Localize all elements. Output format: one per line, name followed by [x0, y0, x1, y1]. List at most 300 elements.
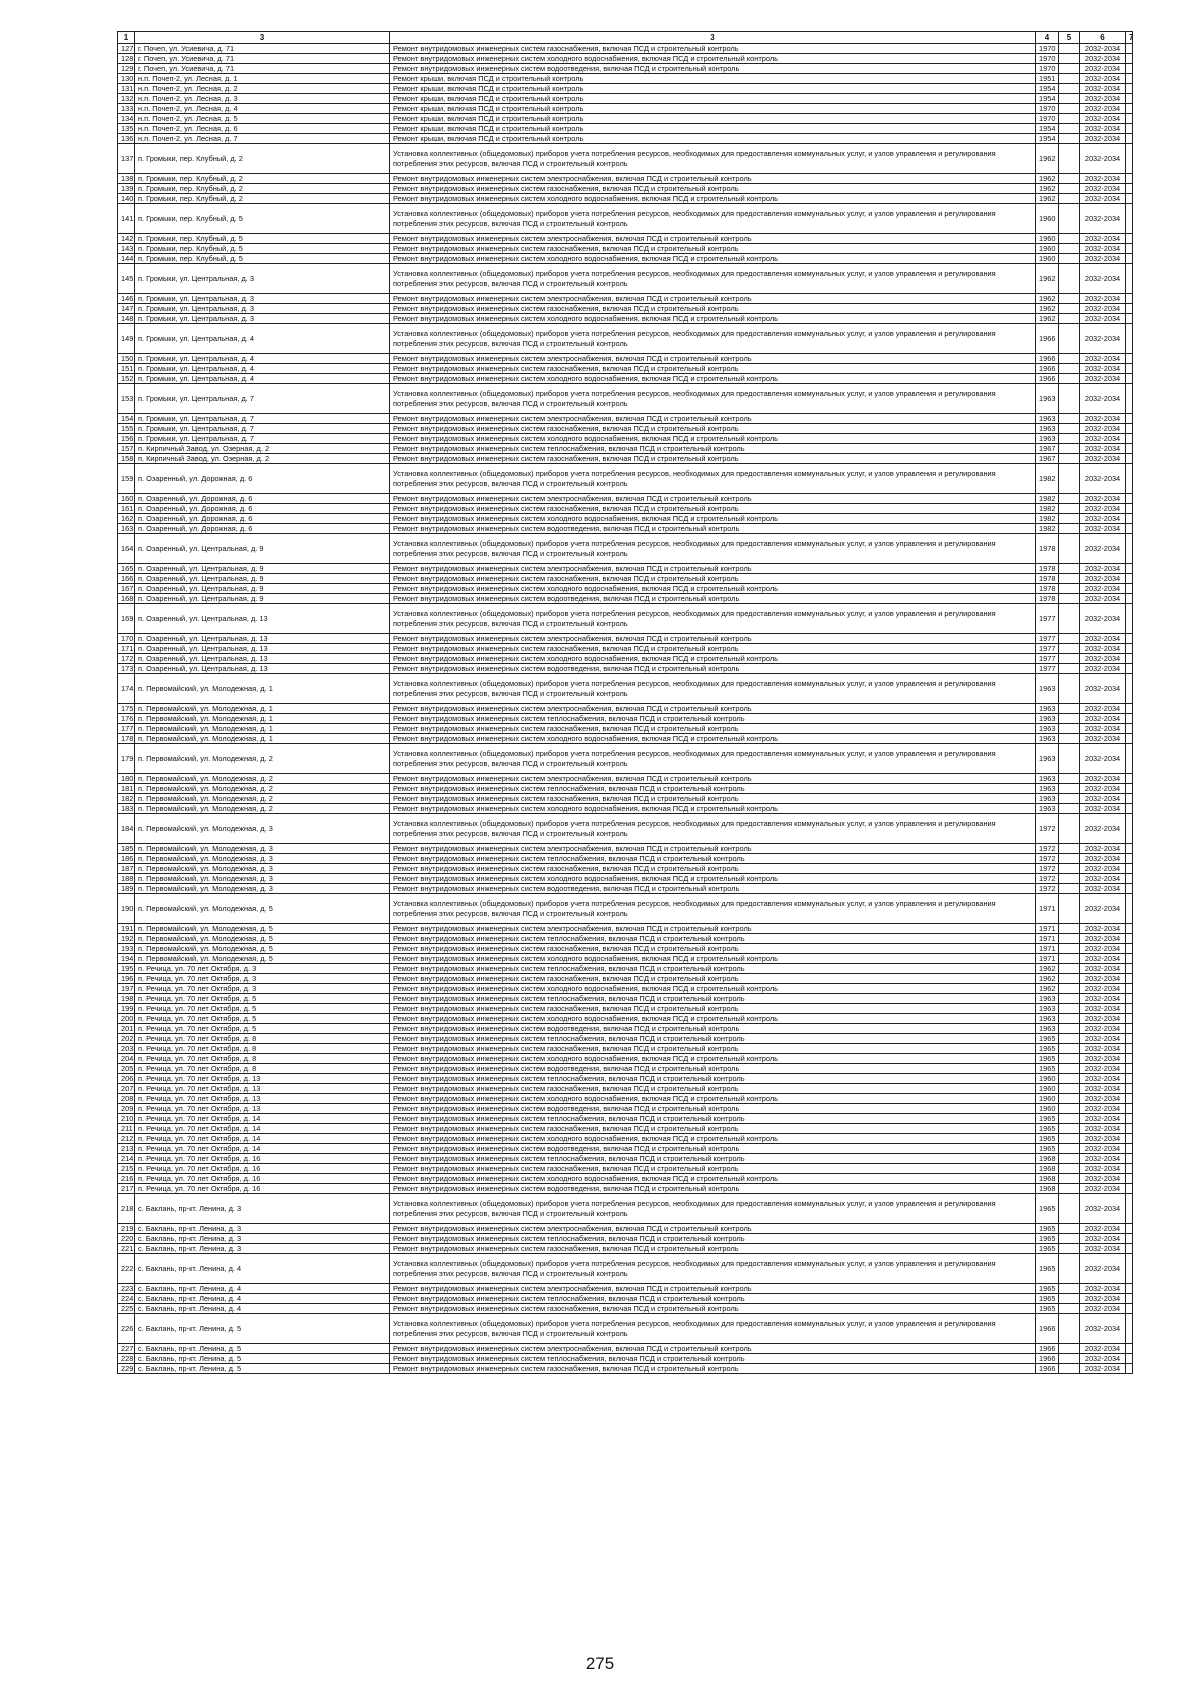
empty-cell [1059, 984, 1080, 994]
row-number: 186 [118, 854, 135, 864]
planned-period-cell: 2032-2034 [1080, 1354, 1126, 1364]
address-cell: п. Речица, ул. 70 лет Октября, д. 13 [135, 1094, 390, 1104]
empty-cell [1126, 524, 1133, 534]
empty-cell [1059, 534, 1080, 564]
planned-period-cell: 2032-2034 [1080, 794, 1126, 804]
table-row [118, 964, 1133, 974]
capital-repair-table [117, 31, 1133, 1374]
row-number: 208 [118, 1094, 135, 1104]
row-number: 166 [118, 574, 135, 584]
build-year-cell: 1962 [1036, 194, 1059, 204]
empty-cell [1126, 264, 1133, 294]
empty-cell [1059, 1184, 1080, 1194]
work-type-cell: Ремонт внутридомовых инженерных систем газоснабжения, включая ПСД и строительный контроль [390, 1364, 1036, 1374]
row-number: 131 [118, 84, 135, 94]
empty-cell [1059, 814, 1080, 844]
empty-cell [1126, 1314, 1133, 1344]
planned-period-cell: 2032-2034 [1080, 784, 1126, 794]
table-row [118, 1254, 1133, 1284]
work-type-cell: Ремонт внутридомовых инженерных систем электроснабжения, включая ПСД и строительный контроль [390, 704, 1036, 714]
empty-cell [1126, 1224, 1133, 1234]
row-number: 201 [118, 1024, 135, 1034]
empty-cell [1059, 194, 1080, 204]
empty-cell [1126, 774, 1133, 784]
address-cell: п. Громыки, ул. Центральная, д. 7 [135, 414, 390, 424]
table-row [118, 1134, 1133, 1144]
planned-period-cell: 2032-2034 [1080, 524, 1126, 534]
empty-cell [1059, 464, 1080, 494]
empty-cell [1059, 244, 1080, 254]
work-type-cell: Ремонт внутридомовых инженерных систем водоотведения, включая ПСД и строительный контроль [390, 884, 1036, 894]
empty-cell [1059, 894, 1080, 924]
table-row [118, 1244, 1133, 1254]
address-cell: н.п. Почеп-2, ул. Лесная, д. 6 [135, 124, 390, 134]
table-row [118, 414, 1133, 424]
table-row [118, 244, 1133, 254]
planned-period-cell: 2032-2034 [1080, 1024, 1126, 1034]
build-year-cell: 1965 [1036, 1144, 1059, 1154]
header-cell: 3 [390, 32, 1036, 44]
header-cell: 7 [1126, 32, 1133, 44]
empty-cell [1126, 174, 1133, 184]
work-type-cell: Ремонт внутридомовых инженерных систем теплоснабжения, включая ПСД и строительный контроль [390, 1234, 1036, 1244]
planned-period-cell: 2032-2034 [1080, 374, 1126, 384]
work-type-cell: Ремонт внутридомовых инженерных систем холодного водоснабжения, включая ПСД и строительный контроль [390, 584, 1036, 594]
work-type-cell: Установка коллективных (общедомовых) приборов учета потребления ресурсов, необходимых для предоставления коммунальных услуг, и узлов управления и регулирования потребления этих ресурсов, включая ПСД и строительный контроль [390, 324, 1036, 354]
build-year-cell: 1962 [1036, 294, 1059, 304]
empty-cell [1059, 604, 1080, 634]
address-cell: п. Первомайский, ул. Молодежная, д. 2 [135, 784, 390, 794]
table-row [118, 564, 1133, 574]
build-year-cell: 1965 [1036, 1224, 1059, 1234]
row-number: 151 [118, 364, 135, 374]
empty-cell [1059, 1194, 1080, 1224]
build-year-cell: 1966 [1036, 1354, 1059, 1364]
empty-cell [1126, 594, 1133, 604]
empty-cell [1126, 814, 1133, 844]
work-type-cell: Установка коллективных (общедомовых) приборов учета потребления ресурсов, необходимых для предоставления коммунальных услуг, и узлов управления и регулирования потребления этих ресурсов, включая ПСД и строительный контроль [390, 604, 1036, 634]
empty-cell [1059, 724, 1080, 734]
work-type-cell: Ремонт крыши, включая ПСД и строительный контроль [390, 124, 1036, 134]
table-row [118, 924, 1133, 934]
empty-cell [1126, 954, 1133, 964]
build-year-cell: 1967 [1036, 444, 1059, 454]
row-number: 141 [118, 204, 135, 234]
work-type-cell: Ремонт внутридомовых инженерных систем газоснабжения, включая ПСД и строительный контроль [390, 574, 1036, 584]
row-number: 172 [118, 654, 135, 664]
row-number: 187 [118, 864, 135, 874]
address-cell: п. Громыки, ул. Центральная, д. 4 [135, 354, 390, 364]
build-year-cell: 1965 [1036, 1234, 1059, 1244]
row-number: 132 [118, 94, 135, 104]
build-year-cell: 1960 [1036, 204, 1059, 234]
empty-cell [1059, 504, 1080, 514]
planned-period-cell: 2032-2034 [1080, 174, 1126, 184]
row-number: 148 [118, 314, 135, 324]
table-row [118, 1124, 1133, 1134]
address-cell: п. Первомайский, ул. Молодежная, д. 5 [135, 944, 390, 954]
empty-cell [1059, 774, 1080, 784]
table-row [118, 1284, 1133, 1294]
table-row [118, 1084, 1133, 1094]
build-year-cell: 1962 [1036, 314, 1059, 324]
work-type-cell: Ремонт внутридомовых инженерных систем холодного водоснабжения, включая ПСД и строительный контроль [390, 254, 1036, 264]
empty-cell [1126, 44, 1133, 54]
planned-period-cell: 2032-2034 [1080, 1184, 1126, 1194]
work-type-cell: Ремонт внутридомовых инженерных систем газоснабжения, включая ПСД и строительный контроль [390, 244, 1036, 254]
table-row [118, 944, 1133, 954]
build-year-cell: 1963 [1036, 994, 1059, 1004]
row-number: 206 [118, 1074, 135, 1084]
row-number: 129 [118, 64, 135, 74]
row-number: 222 [118, 1254, 135, 1284]
planned-period-cell: 2032-2034 [1080, 204, 1126, 234]
address-cell: н.п. Почеп-2, ул. Лесная, д. 3 [135, 94, 390, 104]
row-number: 179 [118, 744, 135, 774]
planned-period-cell: 2032-2034 [1080, 1254, 1126, 1284]
row-number: 137 [118, 144, 135, 174]
empty-cell [1126, 1064, 1133, 1074]
planned-period-cell: 2032-2034 [1080, 144, 1126, 174]
planned-period-cell: 2032-2034 [1080, 924, 1126, 934]
work-type-cell: Установка коллективных (общедомовых) приборов учета потребления ресурсов, необходимых для предоставления коммунальных услуг, и узлов управления и регулирования потребления этих ресурсов, включая ПСД и строительный контроль [390, 814, 1036, 844]
address-cell: п. Громыки, ул. Центральная, д. 4 [135, 324, 390, 354]
empty-cell [1126, 574, 1133, 584]
work-type-cell: Ремонт крыши, включая ПСД и строительный контроль [390, 84, 1036, 94]
address-cell: п. Озаренный, ул. Дорожная, д. 6 [135, 514, 390, 524]
table-row [118, 1024, 1133, 1034]
build-year-cell: 1982 [1036, 524, 1059, 534]
empty-cell [1126, 1044, 1133, 1054]
table-row [118, 354, 1133, 364]
work-type-cell: Ремонт внутридомовых инженерных систем газоснабжения, включая ПСД и строительный контроль [390, 1084, 1036, 1094]
address-cell: п. Первомайский, ул. Молодежная, д. 5 [135, 934, 390, 944]
empty-cell [1126, 74, 1133, 84]
address-cell: п. Громыки, пер. Клубный, д. 5 [135, 254, 390, 264]
build-year-cell: 1972 [1036, 864, 1059, 874]
address-cell: п. Первомайский, ул. Молодежная, д. 1 [135, 704, 390, 714]
empty-cell [1059, 294, 1080, 304]
row-number: 149 [118, 324, 135, 354]
address-cell: п. Громыки, ул. Центральная, д. 4 [135, 374, 390, 384]
table-header-row [118, 32, 1133, 44]
table-row [118, 324, 1133, 354]
empty-cell [1126, 654, 1133, 664]
planned-period-cell: 2032-2034 [1080, 44, 1126, 54]
address-cell: п. Речица, ул. 70 лет Октября, д. 3 [135, 964, 390, 974]
table-row [118, 1094, 1133, 1104]
table-row [118, 1114, 1133, 1124]
planned-period-cell: 2032-2034 [1080, 514, 1126, 524]
address-cell: п. Речица, ул. 70 лет Октября, д. 8 [135, 1054, 390, 1064]
build-year-cell: 1965 [1036, 1054, 1059, 1064]
work-type-cell: Ремонт крыши, включая ПСД и строительный контроль [390, 74, 1036, 84]
build-year-cell: 1978 [1036, 564, 1059, 574]
work-type-cell: Установка коллективных (общедомовых) приборов учета потребления ресурсов, необходимых для предоставления коммунальных услуг, и узлов управления и регулирования потребления этих ресурсов, включая ПСД и строительный контроль [390, 1314, 1036, 1344]
empty-cell [1126, 294, 1133, 304]
work-type-cell: Ремонт внутридомовых инженерных систем газоснабжения, включая ПСД и строительный контроль [390, 944, 1036, 954]
empty-cell [1126, 1154, 1133, 1164]
address-cell: п. Речица, ул. 70 лет Октября, д. 16 [135, 1164, 390, 1174]
build-year-cell: 1978 [1036, 574, 1059, 584]
work-type-cell: Ремонт внутридомовых инженерных систем газоснабжения, включая ПСД и строительный контроль [390, 1044, 1036, 1054]
row-number: 138 [118, 174, 135, 184]
empty-cell [1059, 84, 1080, 94]
work-type-cell: Ремонт внутридомовых инженерных систем электроснабжения, включая ПСД и строительный контроль [390, 234, 1036, 244]
empty-cell [1059, 94, 1080, 104]
table-row [118, 84, 1133, 94]
table-row [118, 304, 1133, 314]
planned-period-cell: 2032-2034 [1080, 1154, 1126, 1164]
table-row [118, 794, 1133, 804]
empty-cell [1059, 864, 1080, 874]
empty-cell [1126, 1234, 1133, 1244]
empty-cell [1059, 1304, 1080, 1314]
empty-cell [1126, 1194, 1133, 1224]
empty-cell [1059, 1164, 1080, 1174]
empty-cell [1059, 1074, 1080, 1084]
address-cell: п. Громыки, пер. Клубный, д. 2 [135, 184, 390, 194]
row-number: 182 [118, 794, 135, 804]
row-number: 175 [118, 704, 135, 714]
row-number: 211 [118, 1124, 135, 1134]
empty-cell [1059, 944, 1080, 954]
row-number: 170 [118, 634, 135, 644]
work-type-cell: Ремонт внутридомовых инженерных систем холодного водоснабжения, включая ПСД и строительный контроль [390, 374, 1036, 384]
address-cell: п. Речица, ул. 70 лет Октября, д. 13 [135, 1084, 390, 1094]
row-number: 184 [118, 814, 135, 844]
work-type-cell: Ремонт внутридомовых инженерных систем газоснабжения, включая ПСД и строительный контроль [390, 864, 1036, 874]
work-type-cell: Ремонт внутридомовых инженерных систем газоснабжения, включая ПСД и строительный контроль [390, 1004, 1036, 1014]
address-cell: п. Речица, ул. 70 лет Октября, д. 8 [135, 1044, 390, 1054]
header-cell: 3 [135, 32, 390, 44]
empty-cell [1126, 1164, 1133, 1174]
address-cell: с. Баклань, пр-кт. Ленина, д. 4 [135, 1254, 390, 1284]
planned-period-cell: 2032-2034 [1080, 134, 1126, 144]
row-number: 153 [118, 384, 135, 414]
table-row [118, 1164, 1133, 1174]
planned-period-cell: 2032-2034 [1080, 504, 1126, 514]
table-row [118, 294, 1133, 304]
work-type-cell: Ремонт внутридомовых инженерных систем электроснабжения, включая ПСД и строительный контроль [390, 414, 1036, 424]
empty-cell [1126, 64, 1133, 74]
planned-period-cell: 2032-2034 [1080, 94, 1126, 104]
table-row [118, 854, 1133, 864]
planned-period-cell: 2032-2034 [1080, 1244, 1126, 1254]
work-type-cell: Ремонт внутридомовых инженерных систем электроснабжения, включая ПСД и строительный контроль [390, 564, 1036, 574]
address-cell: п. Громыки, ул. Центральная, д. 3 [135, 264, 390, 294]
table-row [118, 1034, 1133, 1044]
planned-period-cell: 2032-2034 [1080, 464, 1126, 494]
empty-cell [1126, 854, 1133, 864]
empty-cell [1126, 1174, 1133, 1184]
address-cell: п. Громыки, ул. Центральная, д. 7 [135, 424, 390, 434]
work-type-cell: Ремонт внутридомовых инженерных систем газоснабжения, включая ПСД и строительный контроль [390, 364, 1036, 374]
address-cell: п. Громыки, пер. Клубный, д. 2 [135, 174, 390, 184]
build-year-cell: 1971 [1036, 924, 1059, 934]
build-year-cell: 1963 [1036, 744, 1059, 774]
row-number: 213 [118, 1144, 135, 1154]
empty-cell [1059, 104, 1080, 114]
empty-cell [1059, 1124, 1080, 1134]
work-type-cell: Ремонт внутридомовых инженерных систем электроснабжения, включая ПСД и строительный контроль [390, 174, 1036, 184]
work-type-cell: Ремонт внутридомовых инженерных систем холодного водоснабжения, включая ПСД и строительный контроль [390, 984, 1036, 994]
empty-cell [1059, 264, 1080, 294]
build-year-cell: 1960 [1036, 254, 1059, 264]
empty-cell [1126, 234, 1133, 244]
table-row [118, 784, 1133, 794]
address-cell: с. Баклань, пр-кт. Ленина, д. 4 [135, 1284, 390, 1294]
empty-cell [1059, 1104, 1080, 1114]
address-cell: п. Первомайский, ул. Молодежная, д. 1 [135, 734, 390, 744]
address-cell: п. Речица, ул. 70 лет Октября, д. 3 [135, 974, 390, 984]
row-number: 176 [118, 714, 135, 724]
address-cell: п. Речица, ул. 70 лет Октября, д. 14 [135, 1134, 390, 1144]
empty-cell [1059, 234, 1080, 244]
empty-cell [1126, 704, 1133, 714]
build-year-cell: 1971 [1036, 934, 1059, 944]
planned-period-cell: 2032-2034 [1080, 1014, 1126, 1024]
row-number: 195 [118, 964, 135, 974]
row-number: 194 [118, 954, 135, 964]
table-row [118, 994, 1133, 1004]
work-type-cell: Ремонт внутридомовых инженерных систем холодного водоснабжения, включая ПСД и строительный контроль [390, 1054, 1036, 1064]
empty-cell [1126, 944, 1133, 954]
row-number: 226 [118, 1314, 135, 1344]
empty-cell [1059, 1174, 1080, 1184]
empty-cell [1059, 304, 1080, 314]
row-number: 188 [118, 874, 135, 884]
planned-period-cell: 2032-2034 [1080, 594, 1126, 604]
empty-cell [1126, 1284, 1133, 1294]
work-type-cell: Ремонт внутридомовых инженерных систем водоотведения, включая ПСД и строительный контроль [390, 1184, 1036, 1194]
work-type-cell: Ремонт внутридомовых инженерных систем холодного водоснабжения, включая ПСД и строительный контроль [390, 734, 1036, 744]
address-cell: п. Кирпичный Завод, ул. Озерная, д. 2 [135, 454, 390, 464]
planned-period-cell: 2032-2034 [1080, 454, 1126, 464]
empty-cell [1126, 504, 1133, 514]
row-number: 161 [118, 504, 135, 514]
table-row [118, 1194, 1133, 1224]
work-type-cell: Ремонт внутридомовых инженерных систем теплоснабжения, включая ПСД и строительный контроль [390, 784, 1036, 794]
address-cell: с. Баклань, пр-кт. Ленина, д. 5 [135, 1364, 390, 1374]
planned-period-cell: 2032-2034 [1080, 664, 1126, 674]
empty-cell [1059, 354, 1080, 364]
empty-cell [1059, 324, 1080, 354]
address-cell: п. Громыки, ул. Центральная, д. 7 [135, 434, 390, 444]
address-cell: п. Первомайский, ул. Молодежная, д. 2 [135, 774, 390, 784]
planned-period-cell: 2032-2034 [1080, 294, 1126, 304]
empty-cell [1126, 314, 1133, 324]
planned-period-cell: 2032-2034 [1080, 804, 1126, 814]
address-cell: п. Озаренный, ул. Центральная, д. 9 [135, 534, 390, 564]
address-cell: п. Речица, ул. 70 лет Октября, д. 5 [135, 1024, 390, 1034]
row-number: 190 [118, 894, 135, 924]
row-number: 159 [118, 464, 135, 494]
build-year-cell: 1968 [1036, 1174, 1059, 1184]
table-row [118, 1104, 1133, 1114]
build-year-cell: 1970 [1036, 54, 1059, 64]
row-number: 191 [118, 924, 135, 934]
table-row [118, 954, 1133, 964]
row-number: 192 [118, 934, 135, 944]
empty-cell [1126, 1094, 1133, 1104]
address-cell: п. Озаренный, ул. Центральная, д. 9 [135, 594, 390, 604]
address-cell: п. Речица, ул. 70 лет Октября, д. 13 [135, 1074, 390, 1084]
address-cell: с. Баклань, пр-кт. Ленина, д. 3 [135, 1224, 390, 1234]
work-type-cell: Установка коллективных (общедомовых) приборов учета потребления ресурсов, необходимых для предоставления коммунальных услуг, и узлов управления и регулирования потребления этих ресурсов, включая ПСД и строительный контроль [390, 1254, 1036, 1284]
empty-cell [1059, 854, 1080, 864]
address-cell: г. Почеп, ул. Усиевича, д. 71 [135, 54, 390, 64]
row-number: 205 [118, 1064, 135, 1074]
empty-cell [1126, 1244, 1133, 1254]
build-year-cell: 1960 [1036, 1084, 1059, 1094]
empty-cell [1059, 974, 1080, 984]
build-year-cell: 1970 [1036, 44, 1059, 54]
planned-period-cell: 2032-2034 [1080, 354, 1126, 364]
planned-period-cell: 2032-2034 [1080, 864, 1126, 874]
work-type-cell: Установка коллективных (общедомовых) приборов учета потребления ресурсов, необходимых для предоставления коммунальных услуг, и узлов управления и регулирования потребления этих ресурсов, включая ПСД и строительный контроль [390, 894, 1036, 924]
table-row [118, 444, 1133, 454]
row-number: 133 [118, 104, 135, 114]
work-type-cell: Ремонт внутридомовых инженерных систем газоснабжения, включая ПСД и строительный контроль [390, 184, 1036, 194]
empty-cell [1126, 94, 1133, 104]
build-year-cell: 1954 [1036, 134, 1059, 144]
table-row [118, 194, 1133, 204]
planned-period-cell: 2032-2034 [1080, 894, 1126, 924]
build-year-cell: 1963 [1036, 674, 1059, 704]
table-row [118, 54, 1133, 64]
empty-cell [1126, 1024, 1133, 1034]
planned-period-cell: 2032-2034 [1080, 1064, 1126, 1074]
table-row [118, 1304, 1133, 1314]
build-year-cell: 1977 [1036, 664, 1059, 674]
row-number: 130 [118, 74, 135, 84]
address-cell: с. Баклань, пр-кт. Ленина, д. 5 [135, 1344, 390, 1354]
work-type-cell: Ремонт внутридомовых инженерных систем теплоснабжения, включая ПСД и строительный контроль [390, 714, 1036, 724]
table-row [118, 114, 1133, 124]
empty-cell [1126, 364, 1133, 374]
table-row [118, 734, 1133, 744]
planned-period-cell: 2032-2034 [1080, 1284, 1126, 1294]
empty-cell [1126, 494, 1133, 504]
address-cell: п. Озаренный, ул. Центральная, д. 13 [135, 664, 390, 674]
planned-period-cell: 2032-2034 [1080, 314, 1126, 324]
empty-cell [1126, 564, 1133, 574]
empty-cell [1059, 1284, 1080, 1294]
row-number: 185 [118, 844, 135, 854]
row-number: 217 [118, 1184, 135, 1194]
build-year-cell: 1963 [1036, 424, 1059, 434]
empty-cell [1059, 1154, 1080, 1164]
empty-cell [1059, 1354, 1080, 1364]
address-cell: п. Громыки, ул. Центральная, д. 7 [135, 384, 390, 414]
row-number: 152 [118, 374, 135, 384]
work-type-cell: Ремонт внутридомовых инженерных систем теплоснабжения, включая ПСД и строительный контроль [390, 1354, 1036, 1364]
row-number: 128 [118, 54, 135, 64]
empty-cell [1059, 1024, 1080, 1034]
planned-period-cell: 2032-2034 [1080, 1364, 1126, 1374]
planned-period-cell: 2032-2034 [1080, 1294, 1126, 1304]
build-year-cell: 1970 [1036, 114, 1059, 124]
build-year-cell: 1978 [1036, 594, 1059, 604]
build-year-cell: 1963 [1036, 384, 1059, 414]
table-row [118, 384, 1133, 414]
work-type-cell: Ремонт внутридомовых инженерных систем газоснабжения, включая ПСД и строительный контроль [390, 974, 1036, 984]
empty-cell [1126, 424, 1133, 434]
build-year-cell: 1965 [1036, 1114, 1059, 1124]
planned-period-cell: 2032-2034 [1080, 74, 1126, 84]
build-year-cell: 1966 [1036, 324, 1059, 354]
